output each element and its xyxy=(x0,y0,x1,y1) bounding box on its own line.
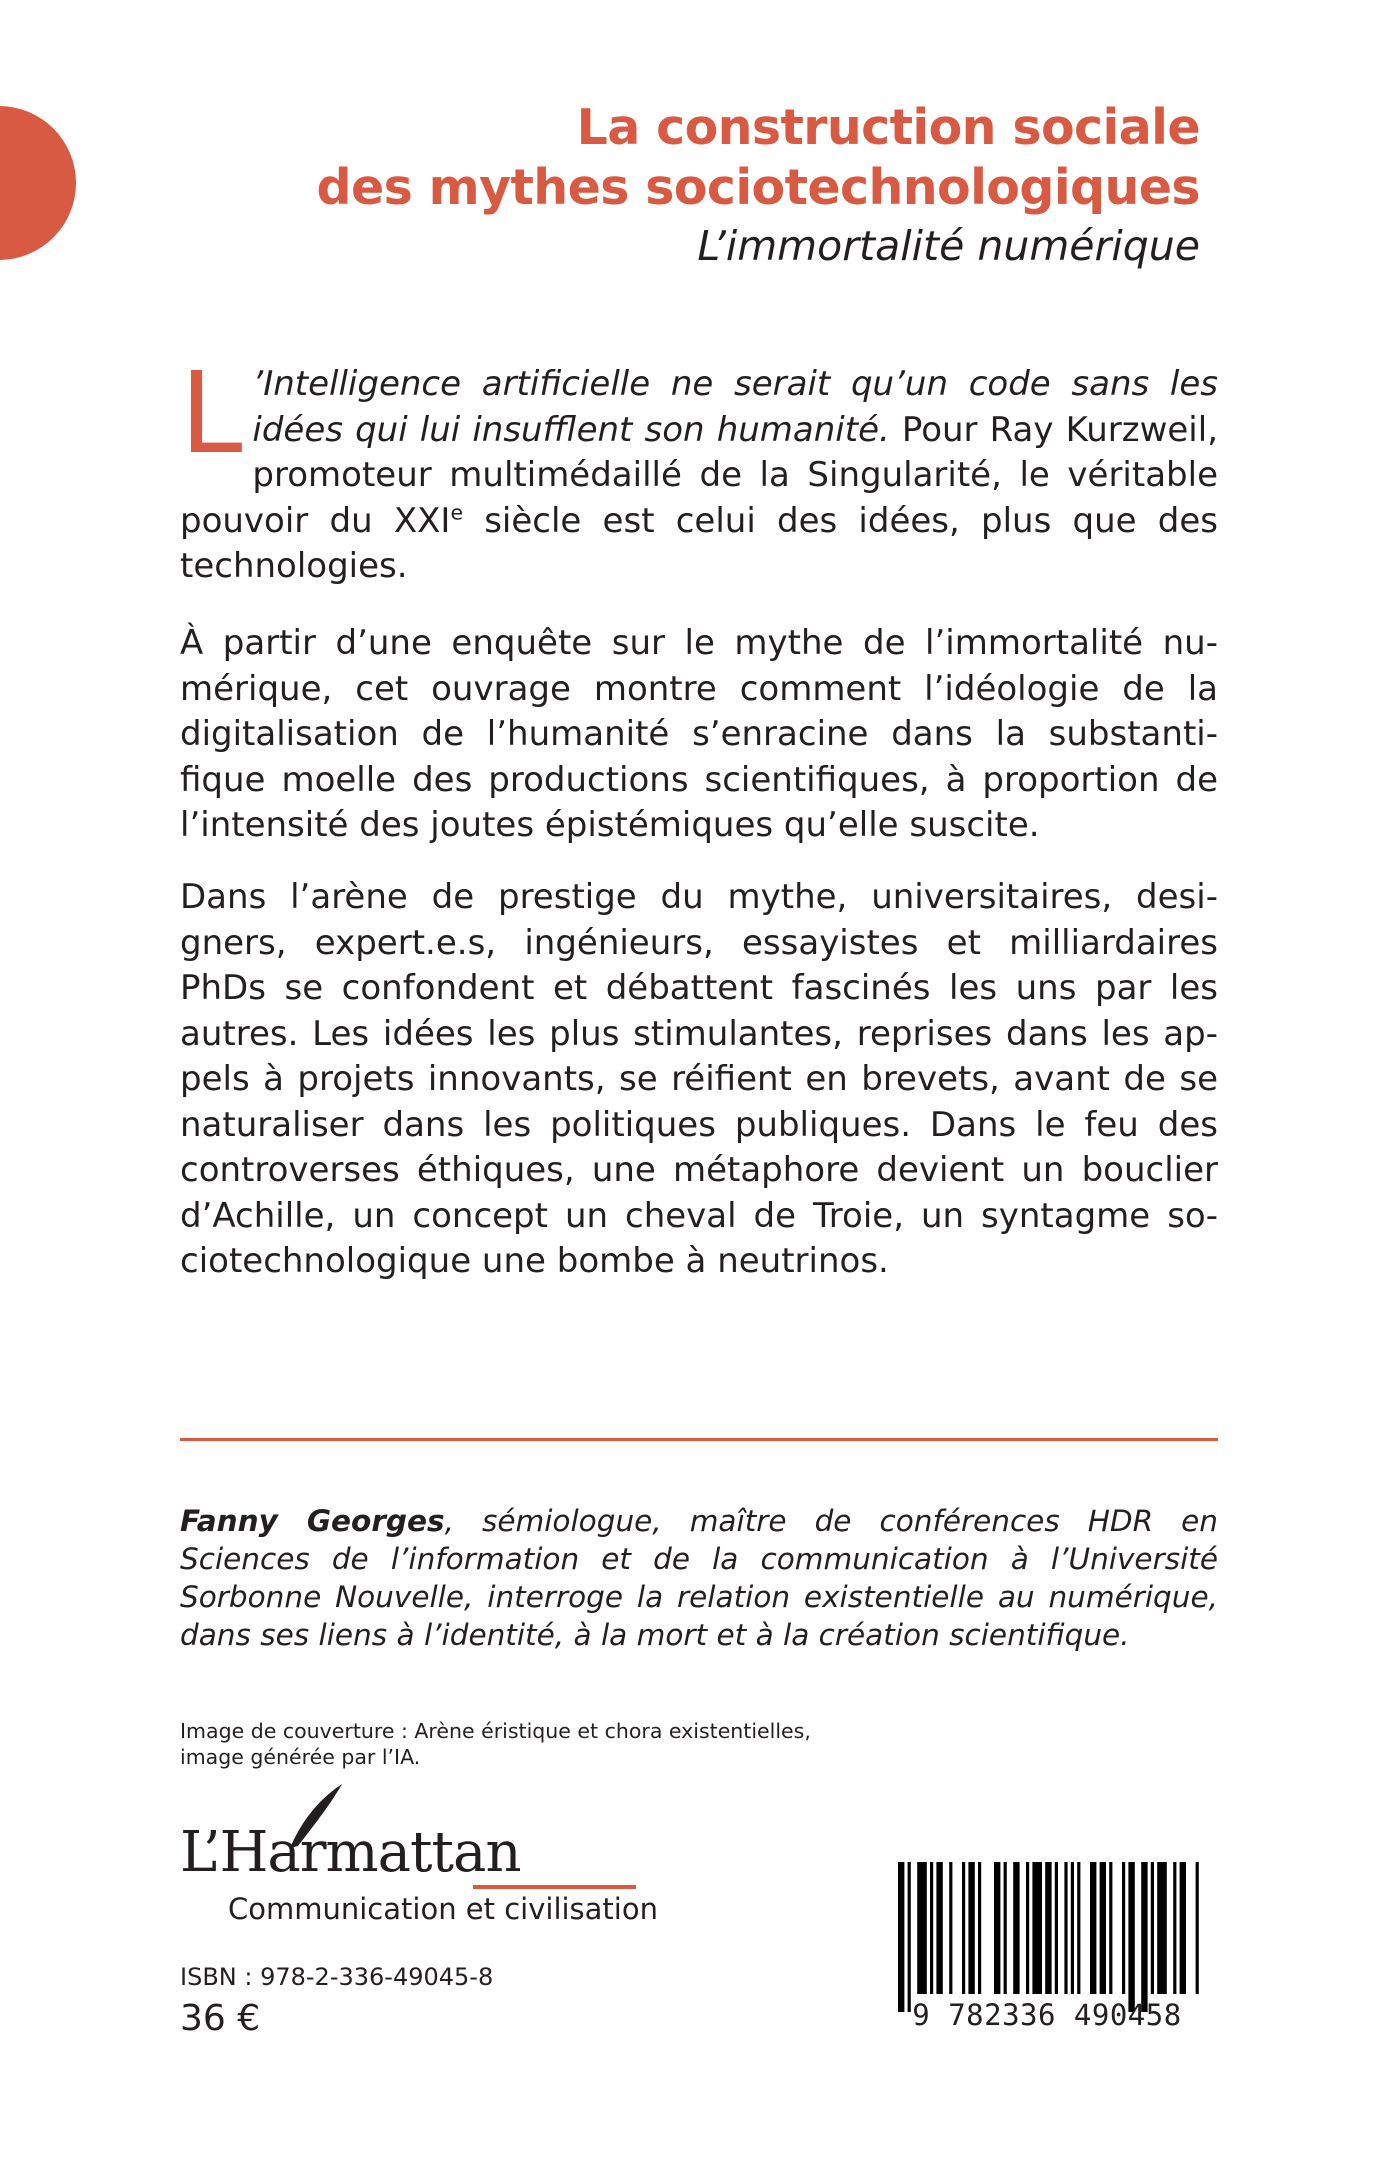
decorative-half-disc xyxy=(0,106,76,260)
barcode-digits: 9 782336 490458 xyxy=(912,1998,1182,2032)
barcode-bar xyxy=(1157,1862,1167,1994)
barcode-bar xyxy=(917,1862,927,1994)
credit-line-2: image générée par l’IA. xyxy=(180,1745,421,1769)
book-title-line-1: La construction sociale xyxy=(576,99,1200,156)
cover-image-credit xyxy=(180,1718,880,1770)
author-bio-text: , sémiologue, maître de conférences HDR en Sciences de l’information et de la communication à l’Université Sorbonne Nouvelle, interroge la relation existentielle au numérique, dans ses liens à l’identité, à la mort et à la création scientifique. xyxy=(180,1504,1218,1652)
barcode-bar xyxy=(1026,1862,1029,1994)
barcode-bar xyxy=(1055,1862,1058,1994)
author-name: Fanny Georges xyxy=(180,1504,445,1538)
intro-paragraph xyxy=(180,349,1219,590)
barcode-bar xyxy=(994,1862,1000,1994)
century-superscript: e xyxy=(450,500,463,525)
body-paragraph-3: Dans l’arène de prestige du mythe, universitaires, designers, expert.e.s, ingénieurs, essayistes et milliardaires PhDs se confondent et débattent fascinés les uns par les autres. Les idées les plus stimulantes, reprises dans les appels à projets innovants, se réifient en brevets, avant de se naturaliser dans les politiques publiques. Dans le feu des controverses éthiques, une métaphore devient un bouclier d’Achille, un concept un cheval de Troie, un syntagme sociotechnologique une bombe à neutrinos. xyxy=(180,877,1218,1281)
barcode-bar xyxy=(1064,1862,1067,1994)
barcode-bar xyxy=(1045,1862,1051,1994)
publisher-name: L’Harmattan xyxy=(180,1820,521,1885)
barcode-bar xyxy=(1122,1862,1125,1994)
collection-name: Communication et civilisation xyxy=(228,1892,658,1926)
barcode-bar xyxy=(968,1862,974,1994)
barcode-bar xyxy=(930,1862,933,1994)
barcode-bar xyxy=(949,1862,952,1994)
barcode-bar xyxy=(908,1862,911,2012)
intro-text-a: Pour Ray Kurzweil, promoteur multimédaillé de la Singularité, le véritable pouvoir du XXI xyxy=(180,409,1219,541)
barcode-bar xyxy=(1151,1862,1154,1994)
price: 36 € xyxy=(180,1998,261,2039)
body-paragraph-2: À partir d’une enquête sur le mythe de l’immortalité numérique, cet ouvrage montre comment l’idéologie de la digitalisation de l’humanité s’enracine dans la substantifique moelle des productions scientifiques, à proportion de l’intensité des joutes épistémiques qu’elle suscite. xyxy=(180,623,1218,845)
barcode-bar xyxy=(1032,1862,1042,1994)
credit-line-1: Image de couverture : Arène éristique et chora existentielles, xyxy=(180,1719,811,1743)
section-divider xyxy=(180,1438,1218,1441)
barcode-bar xyxy=(1141,1862,1147,2012)
book-subtitle: L’immortalité numérique xyxy=(697,222,1200,270)
barcode-bar xyxy=(1180,1862,1186,1994)
book-title-line-2: des mythes sociotechnologiques xyxy=(316,159,1200,216)
barcode-bar xyxy=(1071,1862,1074,1994)
title-block xyxy=(317,98,1200,274)
barcode-bar xyxy=(1013,1862,1019,1994)
barcode-bar xyxy=(1100,1862,1106,1994)
intro-italic-sentence: ’Intelligence artificielle ne serait qu’un code sans les idées qui lui insufflent son humanité. xyxy=(252,364,1218,450)
drop-cap: L xyxy=(180,349,243,479)
barcode-bar xyxy=(1196,1862,1199,1994)
intro-text-b: siècle est celui des idées, plus que des technologies. xyxy=(180,500,1219,586)
isbn: ISBN : 978-2-336-49045-8 xyxy=(180,1963,494,1991)
barcode-bar xyxy=(1090,1862,1096,1994)
barcode-bar xyxy=(978,1862,981,1994)
barcode-bar xyxy=(1004,1862,1007,1994)
barcode-bar xyxy=(936,1862,942,1994)
author-bio xyxy=(180,1502,1218,1654)
barcode-bar xyxy=(962,1862,965,1994)
barcode-bar xyxy=(1109,1862,1112,1994)
barcode-bar xyxy=(1128,1862,1134,2012)
barcode-bar xyxy=(1077,1862,1080,1994)
barcode-bar xyxy=(1173,1862,1176,1994)
logo-underline xyxy=(473,1885,636,1889)
barcode-bar xyxy=(898,1862,904,2012)
